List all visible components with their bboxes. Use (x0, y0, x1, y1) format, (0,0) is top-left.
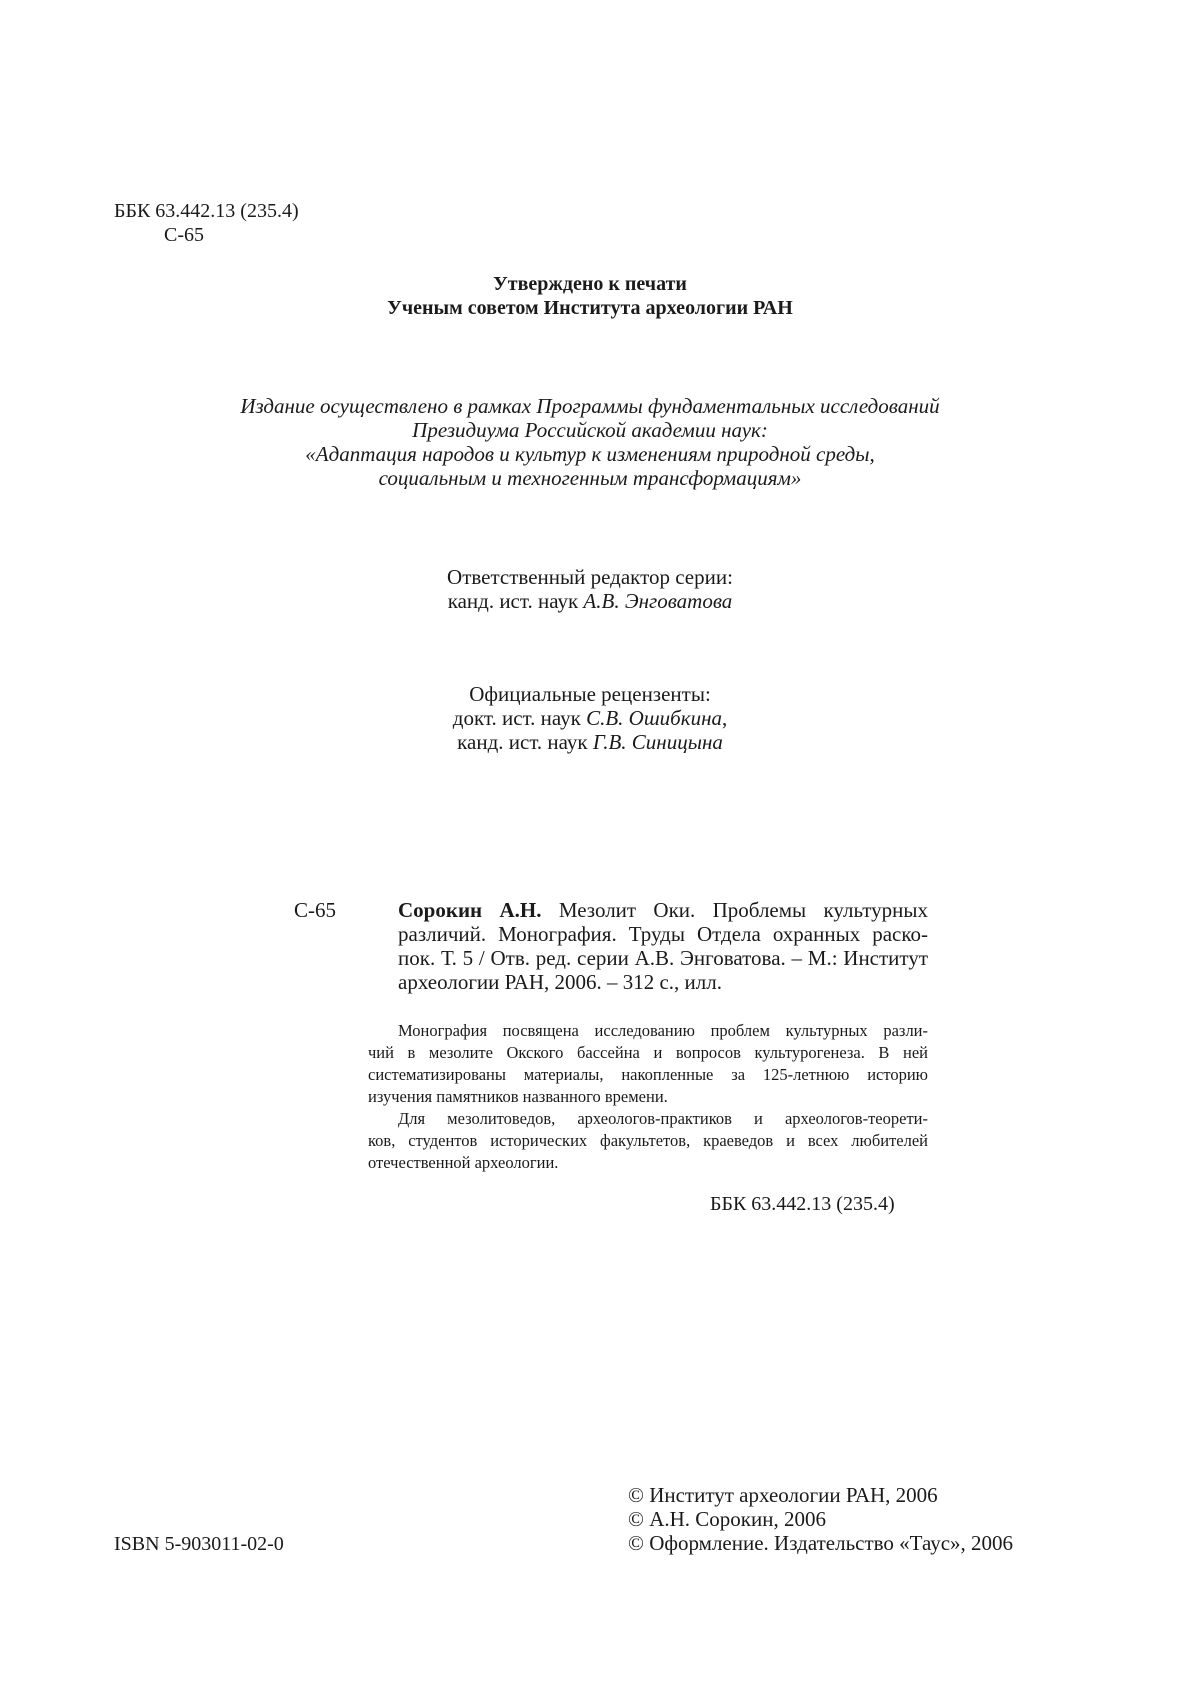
author-mark: С-65 (164, 224, 204, 246)
catalog-line-4: археологии РАН, 2006. – 312 с., илл. (398, 970, 723, 994)
catalog-author: Сорокин А.Н. (398, 898, 542, 922)
catalog-mark: С-65 (294, 898, 336, 922)
catalog-entry (398, 898, 928, 994)
catalog-title: Мезолит Оки. Проблемы культурных (558, 898, 928, 922)
catalog-line-2: различий. Монография. Труды Отдела охранных раско- (398, 922, 928, 946)
reviewer-2 (0, 730, 1180, 754)
reviewer-2-degree: канд. ист. наук (457, 730, 588, 754)
copyright-2: © А.Н. Сорокин, 2006 (628, 1507, 826, 1531)
catalog-line-1 (398, 898, 928, 922)
program-block (0, 394, 1180, 490)
bbk-code: ББК 63.442.13 (235.4) (114, 200, 299, 222)
editor-line (0, 589, 1180, 613)
reviewers-block (0, 682, 1180, 754)
annotation-p1-line-3: систематизированы материалы, накопленные за 125-летнюю историю (368, 1065, 928, 1084)
reviewer-1-comma: , (721, 706, 728, 730)
editor-heading: Ответственный редактор серии: (447, 565, 733, 589)
annotation-p1-line-4: изучения памятников названного времени. (368, 1087, 668, 1106)
program-line-4: социальным и техногенным трансформациям» (378, 466, 802, 490)
approval-block (0, 272, 1180, 320)
program-line-3: «Адаптация народов и культур к изменениям природной среды, (305, 442, 875, 466)
editor-block (0, 565, 1180, 613)
reviewer-1 (0, 706, 1180, 730)
reviewer-2-name: Г.В. Синицына (592, 730, 723, 754)
annotation (368, 1020, 928, 1174)
annotation-p2-line-2: ков, студентов исторических факультетов, краеведов и всех любителей (368, 1131, 928, 1150)
reviewer-1-degree: докт. ист. наук (452, 706, 581, 730)
isbn: ISBN 5-903011-02-0 (114, 1533, 284, 1555)
annotation-p1-line-2: чий в мезолите Окского бассейна и вопросов культурогенеза. В ней (368, 1043, 928, 1062)
annotation-p2-line-3: отечественной археологии. (368, 1153, 559, 1172)
annotation-p2-line-1: Для мезолитоведов, археологов-практиков и археологов-теорети- (398, 1109, 928, 1128)
annotation-bbk: ББК 63.442.13 (235.4) (710, 1193, 895, 1215)
approval-line-1: Утверждено к печати (493, 273, 687, 295)
copyright-3: © Оформление. Издательство «Таус», 2006 (628, 1531, 1014, 1555)
annotation-p1-line-1: Монография посвящена исследованию проблем культурных разли- (398, 1021, 928, 1040)
program-line-1: Издание осуществлено в рамках Программы фундаментальных исследований (240, 394, 940, 418)
editor-degree: канд. ист. наук (447, 589, 579, 613)
reviewers-heading: Официальные рецензенты: (469, 682, 711, 706)
editor-name: А.В. Энговатова (583, 589, 733, 613)
reviewer-1-name: С.В. Ошибкина (586, 706, 722, 730)
bbk-header (114, 199, 299, 247)
program-line-2: Президиума Российской академии наук: (412, 418, 768, 442)
copyright-block (628, 1483, 1013, 1555)
catalog-line-3: пок. Т. 5 / Отв. ред. серии А.В. Энговатова. – М.: Институт (398, 946, 928, 970)
copyright-1: © Институт археологии РАН, 2006 (628, 1483, 938, 1507)
approval-line-2: Ученым советом Института археологии РАН (387, 297, 793, 319)
